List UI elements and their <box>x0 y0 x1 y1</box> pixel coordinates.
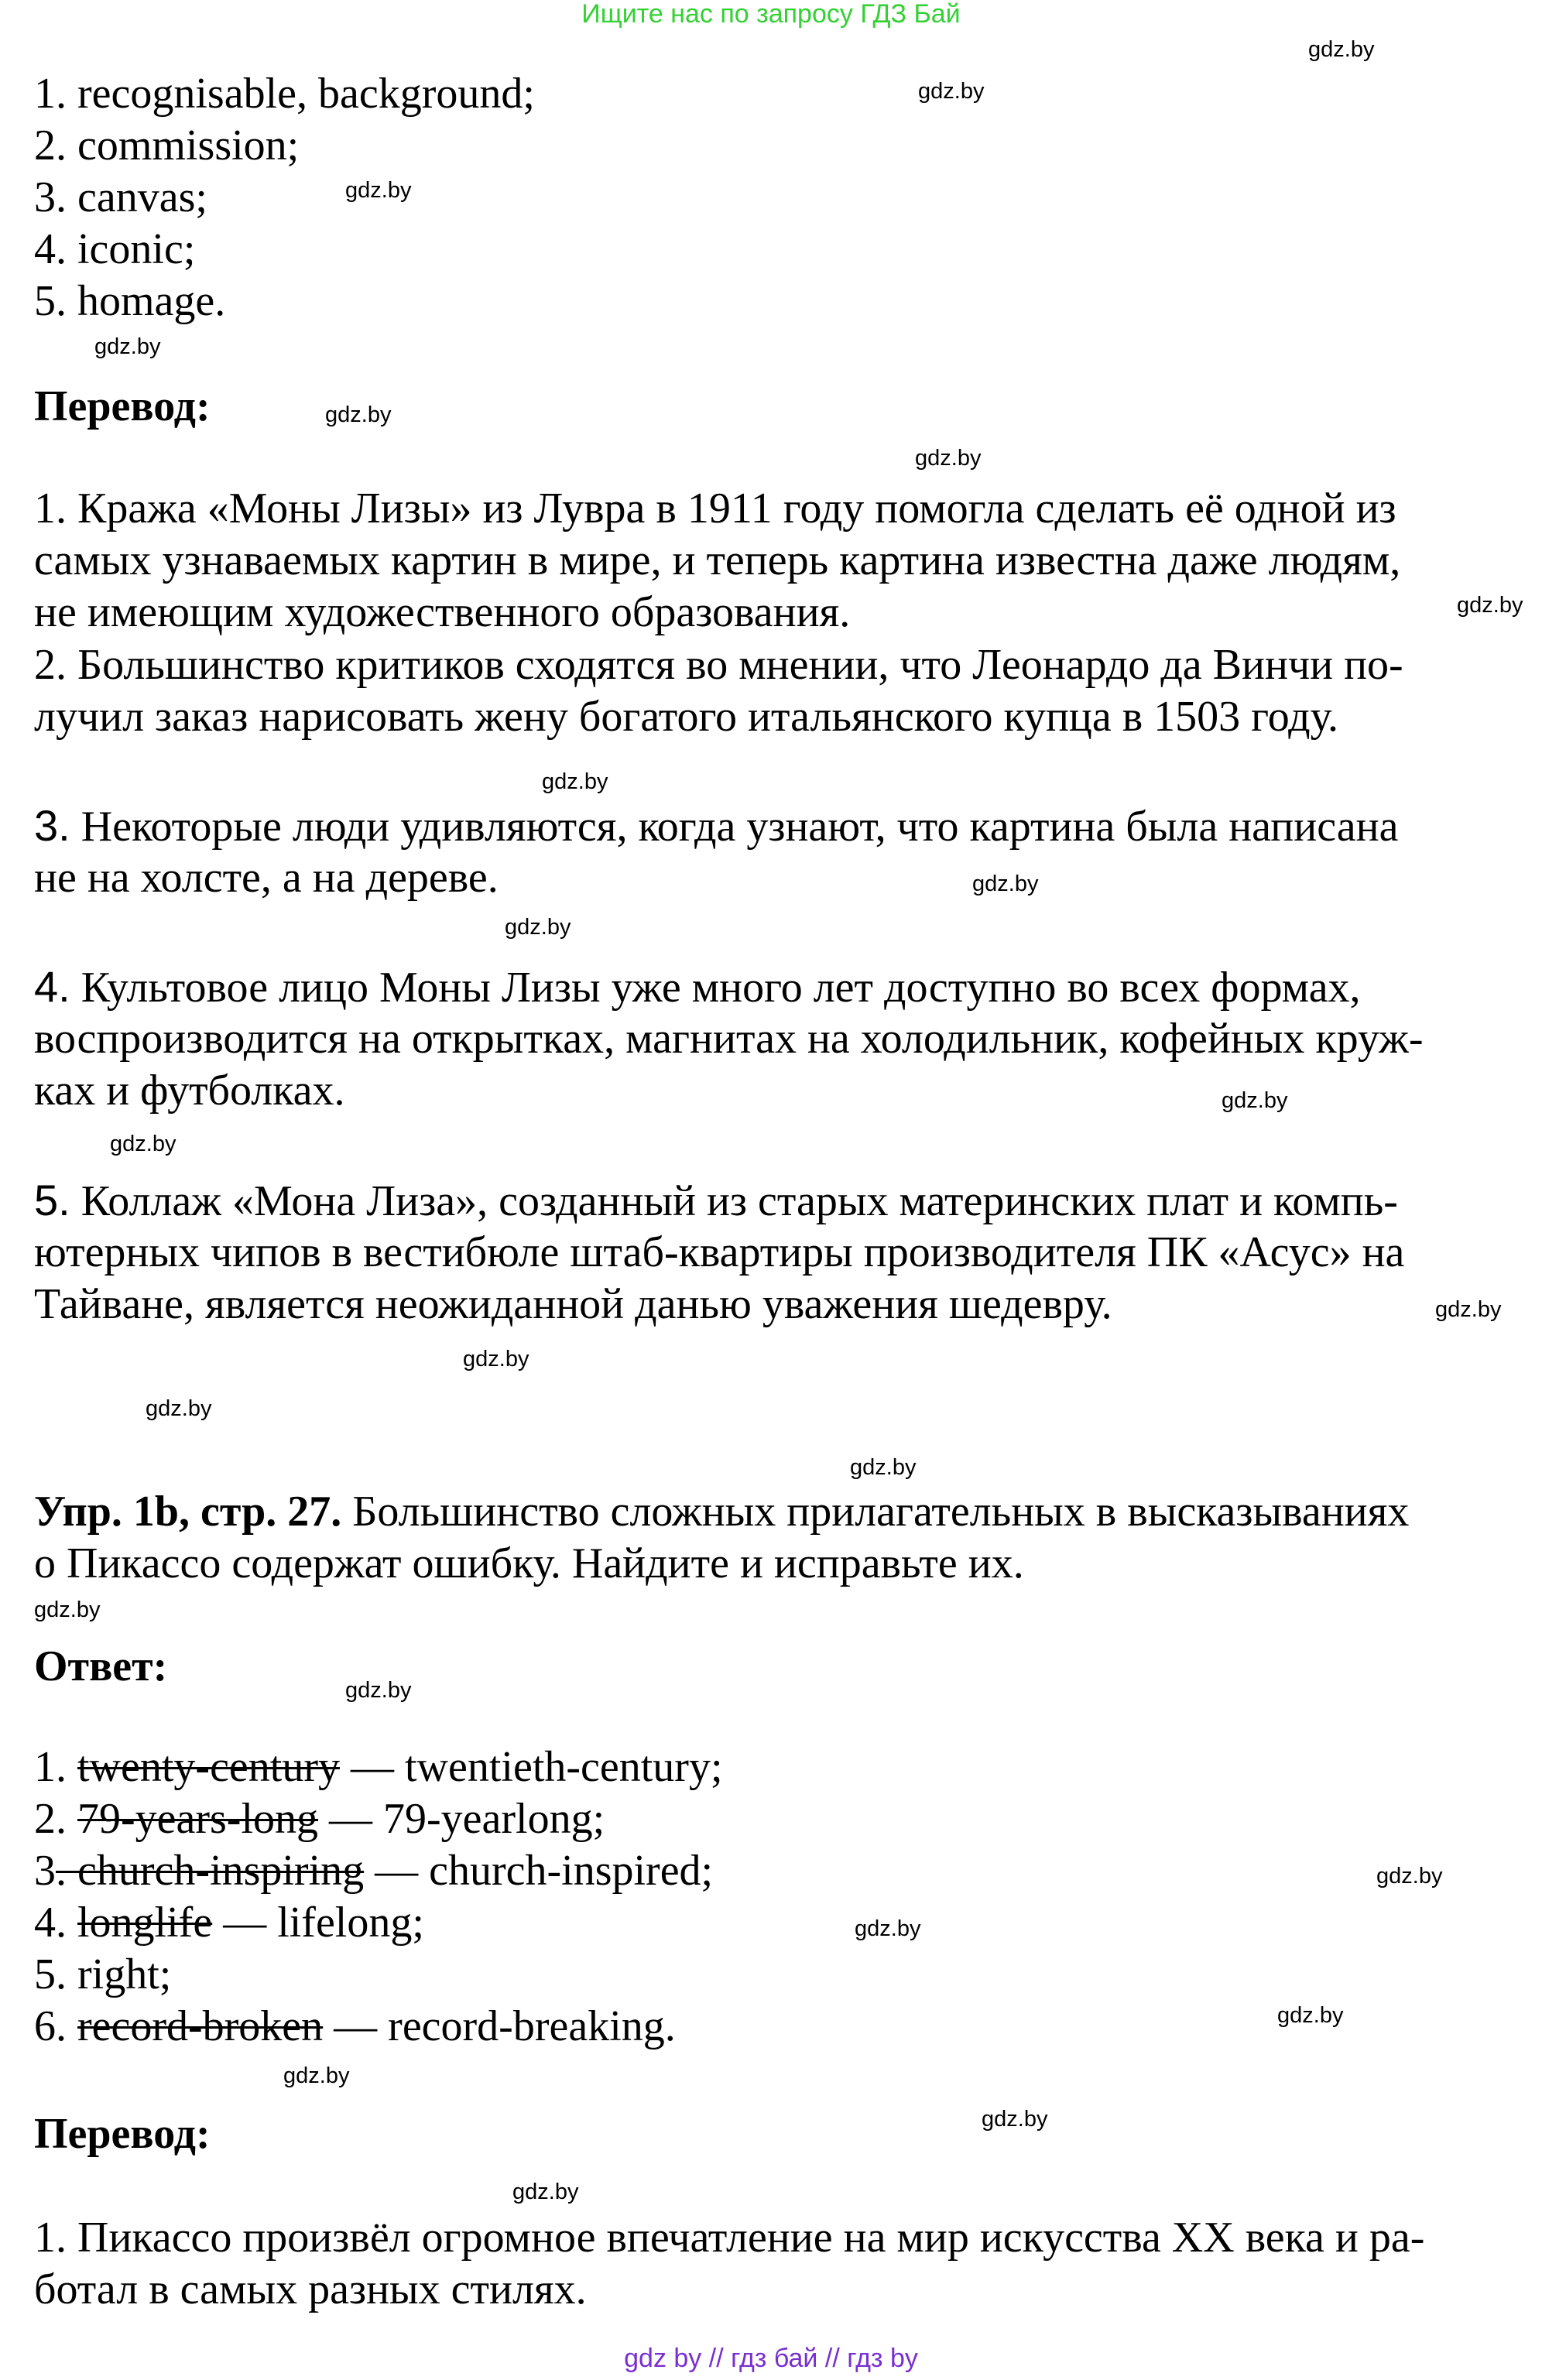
exercise-text-line: о Пикассо содержат ошибку. Найдите и исправьте их. <box>34 1539 1024 1587</box>
watermark: gdz.by <box>1376 1864 1443 1889</box>
correction-number: 1. <box>34 1743 77 1791</box>
watermark: gdz.by <box>94 334 161 359</box>
wrong-form: record-broken <box>77 2002 324 2050</box>
correction-line <box>34 1741 723 1793</box>
correct-form: twentieth-century; <box>404 1743 723 1791</box>
translation-line: ботал в самых разных стилях. <box>34 2265 587 2313</box>
watermark: gdz.by <box>1308 37 1375 62</box>
item-number: 5. <box>34 1176 70 1224</box>
watermark: gdz.by <box>345 178 412 203</box>
watermark: gdz.by <box>1457 593 1523 618</box>
correct-form: 79-yearlong; <box>383 1795 605 1843</box>
footer-links: gdz by // гдз бай // гдз by <box>624 2344 918 2373</box>
watermark: gdz.by <box>542 769 608 794</box>
watermark: gdz.by <box>283 2063 350 2088</box>
translation-line: не на холсте, а на дереве. <box>34 854 499 902</box>
correction-line <box>34 2001 676 2052</box>
answer-line: 5. homage. <box>34 277 226 325</box>
item-number: 4. <box>34 962 70 1011</box>
correct-form: record-breaking. <box>388 2002 676 2050</box>
translation-heading: Перевод: <box>34 382 211 430</box>
header-banner: Ищите нас по запросу ГДЗ Бай <box>581 0 961 29</box>
watermark: gdz.by <box>512 2180 579 2204</box>
translation-item-4 <box>34 961 1361 1013</box>
watermark: gdz.by <box>110 1132 176 1156</box>
item-text: Некоторые люди удивляются, когда узнают, что картина была написана <box>70 803 1399 851</box>
correction-line <box>34 1897 424 1948</box>
watermark: gdz.by <box>850 1455 917 1480</box>
dash: — <box>339 1743 405 1791</box>
dash: — <box>318 1795 384 1843</box>
dash: — <box>212 1899 278 1947</box>
dash: — <box>323 2002 389 2050</box>
item-number: 3. <box>34 801 70 850</box>
watermark: gdz.by <box>505 915 571 940</box>
answer-heading: Ответ: <box>34 1642 168 1690</box>
correction-line <box>34 1793 605 1844</box>
translation-line: 1. Пикассо произвёл огромное впечатление на мир искусства XX века и ра- <box>34 2214 1425 2262</box>
watermark: gdz.by <box>345 1678 412 1703</box>
translation-line: воспроизводится на открытках, магнитах на холодильник, кофейных круж- <box>34 1015 1424 1063</box>
translation-line: не имеющим художественного образования. <box>34 588 851 636</box>
exercise-heading <box>34 1486 1409 1537</box>
translation-heading: Перевод: <box>34 2110 211 2158</box>
correction-number: 2. <box>34 1795 77 1843</box>
wrong-form: . church-inspiring <box>56 1847 365 1895</box>
item-text: Культовое лицо Моны Лизы уже много лет доступно во всех формах, <box>70 964 1361 1012</box>
correction-number: 6. <box>34 2002 77 2050</box>
watermark: gdz.by <box>982 2107 1048 2132</box>
translation-line: ках и футболках. <box>34 1067 345 1115</box>
correction-number: 3 <box>34 1847 56 1895</box>
answer-line: 1. recognisable, background; <box>34 70 535 118</box>
watermark: gdz.by <box>1222 1088 1288 1113</box>
wrong-form: twenty-century <box>77 1743 340 1791</box>
correct-form: lifelong; <box>277 1899 424 1947</box>
watermark: gdz.by <box>972 872 1039 896</box>
correction-number: 5. <box>34 1950 77 1998</box>
answer-line: 4. iconic; <box>34 225 196 273</box>
correct-form: church-inspired; <box>429 1847 714 1895</box>
translation-line: ютерных чипов в вестибюле штаб-квартиры производителя ПК «Асус» на <box>34 1228 1405 1276</box>
watermark: gdz.by <box>146 1396 212 1421</box>
wrong-form: longlife <box>77 1899 213 1947</box>
watermark: gdz.by <box>915 446 982 471</box>
translation-line: 1. Кража «Моны Лизы» из Лувра в 1911 году помогла сделать её одной из <box>34 485 1396 533</box>
wrong-form: 79-years-long <box>77 1795 319 1843</box>
correct-form: right; <box>77 1950 172 1998</box>
answer-line: 3. canvas; <box>34 173 207 221</box>
exercise-text: Большинство сложных прилагательных в высказываниях <box>341 1488 1410 1536</box>
translation-line: самых узнаваемых картин в мире, и теперь картина известна даже людям, <box>34 536 1401 584</box>
correction-number: 4. <box>34 1899 77 1947</box>
translation-item-3 <box>34 800 1398 852</box>
watermark: gdz.by <box>1435 1297 1502 1322</box>
watermark: gdz.by <box>463 1347 529 1371</box>
translation-line: лучил заказ нарисовать жену богатого итальянского купца в 1503 году. <box>34 693 1339 741</box>
correction-line <box>34 1949 171 2000</box>
correction-line <box>34 1845 713 1896</box>
watermark: gdz.by <box>1277 2003 1344 2028</box>
watermark: gdz.by <box>325 402 392 427</box>
translation-line: 2. Большинство критиков сходятся во мнении, что Леонардо да Винчи по- <box>34 641 1403 689</box>
watermark: gdz.by <box>918 79 985 104</box>
watermark: gdz.by <box>34 1598 101 1622</box>
dash: — <box>364 1847 430 1895</box>
translation-line: Тайване, является неожиданной данью уважения шедевру. <box>34 1280 1112 1328</box>
answer-line: 2. commission; <box>34 122 300 170</box>
exercise-label: Упр. 1b, стр. 27. <box>34 1488 342 1536</box>
translation-item-5 <box>34 1175 1398 1227</box>
watermark: gdz.by <box>855 1916 921 1941</box>
item-text: Коллаж «Мона Лиза», созданный из старых материнских плат и компь- <box>70 1177 1398 1225</box>
